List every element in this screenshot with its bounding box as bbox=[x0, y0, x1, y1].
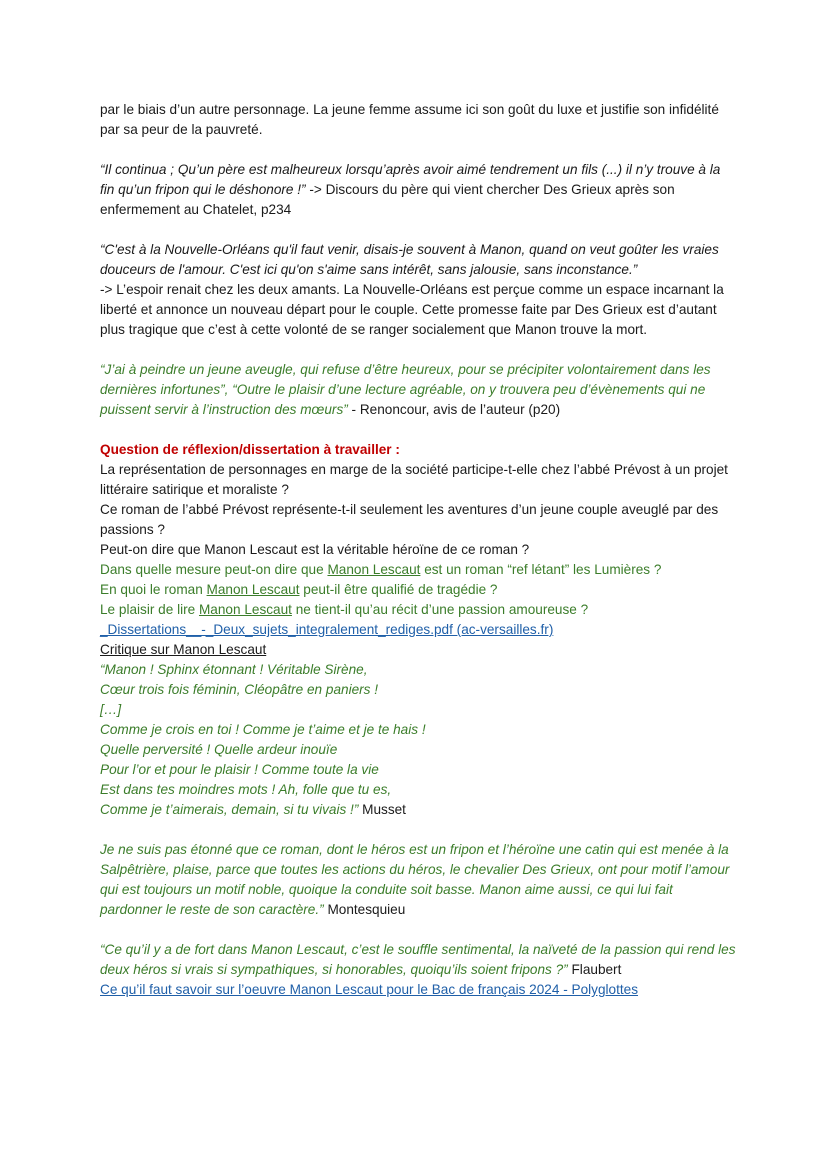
spacer bbox=[100, 140, 738, 160]
comment-nouvelle-orleans: -> L’espoir renait chez les deux amants. La Nouvelle-Orléans est perçue comme un espace incarnant la liberté et annonce un nouveau départ pour le couple. Cette promesse faite par Des Grieux est d’autant plus tragique que c’est à cette volonté de se ranger socialement que Manon trouve la mort. bbox=[100, 282, 724, 337]
quote-flaubert: “Ce qu’il y a de fort dans Manon Lescaut, c’est le souffle sentimental, la naïveté de la passion qui rend les deux héros si vrais si sympathiques, si honorables, quoiqu’ils soient fripons ?” bbox=[100, 942, 736, 977]
paragraph-luxe: par le biais d’un autre personnage. La jeune femme assume ici son goût du luxe et justifie son infidélité par sa peur de la pauvreté. bbox=[100, 102, 719, 137]
question-text: peut-il être qualifié de tragédie ? bbox=[299, 582, 498, 597]
paragraph-flaubert bbox=[100, 940, 738, 980]
manon-lescaut-link[interactable]: Manon Lescaut bbox=[198, 602, 292, 617]
poem-line: Comme je crois en toi ! Comme je t’aime et je te hais ! bbox=[100, 722, 426, 737]
author-montesquieu: Montesquieu bbox=[323, 902, 406, 917]
poem-line-last bbox=[100, 800, 738, 820]
poem-line: Est dans tes moindres mots ! Ah, folle que tu es, bbox=[100, 782, 392, 797]
poem-line: Pour l’or et pour le plaisir ! Comme toute la vie bbox=[100, 762, 379, 777]
question-text: est un roman “ref létant” les Lumières ? bbox=[420, 562, 662, 577]
comment-pere: -> Discours du père qui vient chercher Des Grieux après son enfermement au Chatelet, p234 bbox=[100, 182, 675, 217]
quote-renoncour: “J’ai à peindre un jeune aveugle, qui refuse d’être heureux, pour se précipiter volontairement dans les dernières infortunes”, “Outre le plaisir d’une lecture agréable, on y trouvera peu d’évènements qui ne puissent servir à l’instruction des mœurs” bbox=[100, 362, 711, 417]
question-green-2 bbox=[100, 580, 738, 600]
spacer bbox=[100, 920, 738, 940]
critique-title: Critique sur Manon Lescaut bbox=[100, 642, 267, 657]
question-1: La représentation de personnages en marge de la société participe-t-elle chez l’abbé Prévost à un projet littéraire satirique et moraliste ? bbox=[100, 462, 728, 497]
manon-lescaut-link[interactable]: Manon Lescaut bbox=[327, 562, 421, 577]
quote-montesquieu: Je ne suis pas étonné que ce roman, dont le héros est un fripon et l’héroïne une catin qui est menée à la Salpêtrière, plaise, parce que toutes les actions du héros, le chevalier Des Grieux, ont pour motif l’amour qui est toujours un motif noble, quoique la conduite soit basse. Manon aime aussi, ce qui lui fait pardonner le reste de son caractère.” bbox=[100, 842, 730, 917]
spacer bbox=[100, 820, 738, 840]
dissertations-link-line bbox=[100, 620, 738, 640]
question-2: Ce roman de l’abbé Prévost représente-t-il seulement les aventures d’un jeune couple aveuglé par des passions ? bbox=[100, 502, 719, 537]
paragraph-montesquieu bbox=[100, 840, 738, 920]
manon-lescaut-link[interactable]: Manon Lescaut bbox=[206, 582, 300, 597]
question-text: Le plaisir de lire bbox=[100, 602, 199, 617]
quote-pere: “Il continua ; Qu’un père est malheureux lorsqu’après avoir aimé tendrement un fils (...) il n’y trouve à la fin qu’un fripon qui le déshonore !” bbox=[100, 162, 721, 197]
polyglottes-link[interactable]: Ce qu’il faut savoir sur l’oeuvre Manon Lescaut pour le Bac de français 2024 - Polyglottes bbox=[100, 982, 639, 997]
poem-line: Cœur trois fois féminin, Cléopâtre en paniers ! bbox=[100, 682, 379, 697]
paragraph-pere bbox=[100, 160, 738, 220]
question-3: Peut-on dire que Manon Lescaut est la véritable héroïne de ce roman ? bbox=[100, 542, 530, 557]
question-text: En quoi le roman bbox=[100, 582, 207, 597]
author-musset: Musset bbox=[358, 802, 406, 817]
quote-nouvelle-orleans: “C'est à la Nouvelle-Orléans qu'il faut venir, disais-je souvent à Manon, quand on veut goûter les vraies douceurs de l'amour. C'est ici qu'on s'aime sans intérêt, sans jalousie, sans inconstance.” bbox=[100, 242, 719, 277]
poem-line: “Manon ! Sphinx étonnant ! Véritable Sirène, bbox=[100, 662, 368, 677]
spacer bbox=[100, 340, 738, 360]
question-green-3 bbox=[100, 600, 738, 620]
question-text: Dans quelle mesure peut-on dire que bbox=[100, 562, 328, 577]
author-renoncour: - Renoncour, avis de l’auteur (p20) bbox=[347, 402, 561, 417]
author-flaubert: Flaubert bbox=[567, 962, 622, 977]
spacer bbox=[100, 420, 738, 440]
section-heading: Question de réflexion/dissertation à travailler : bbox=[100, 442, 400, 457]
question-text: ne tient-il qu’au récit d’une passion amoureuse ? bbox=[291, 602, 589, 617]
poem-line: […] bbox=[100, 702, 122, 717]
dissertations-link[interactable]: _Dissertations__-_Deux_sujets_integralement_rediges.pdf (ac-versailles.fr) bbox=[100, 622, 554, 637]
poem-line: Quelle perversité ! Quelle ardeur inouïe bbox=[100, 742, 338, 757]
paragraph-renoncour bbox=[100, 360, 738, 420]
spacer bbox=[100, 220, 738, 240]
poem-text: Comme je t’aimerais, demain, si tu vivais !” bbox=[100, 802, 359, 817]
polyglottes-link-line bbox=[100, 980, 738, 1000]
musset-poem bbox=[100, 660, 738, 820]
question-green-1 bbox=[100, 560, 738, 580]
